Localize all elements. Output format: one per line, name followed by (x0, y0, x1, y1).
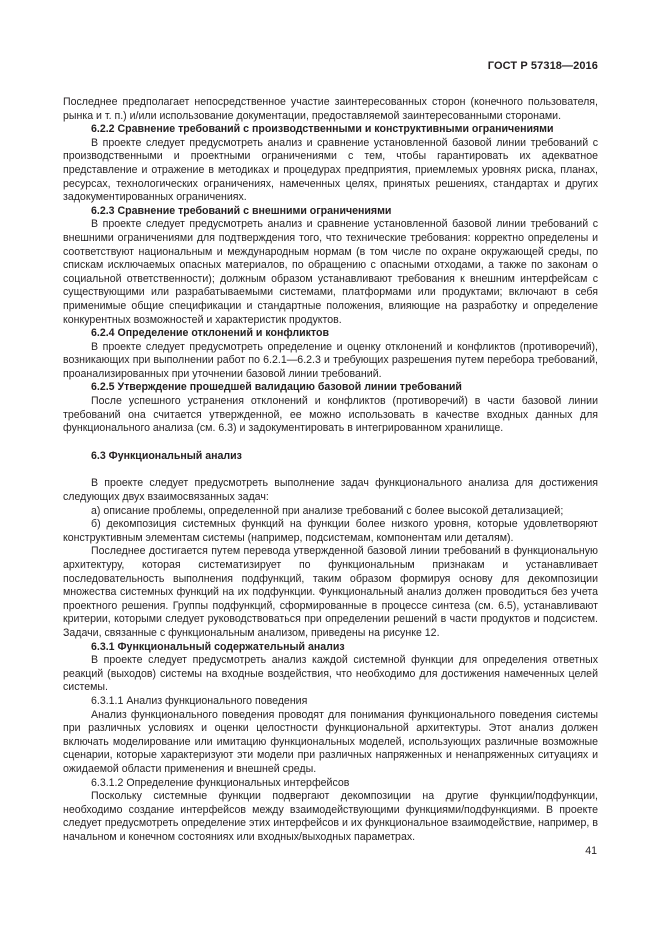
standard-header: ГОСТ Р 57318—2016 (487, 60, 598, 72)
subsection-heading-6-3-1-1: 6.3.1.1 Анализ функционального поведения (91, 694, 308, 707)
paragraph: В проекте следует предусмотреть выполнение задач функционального анализа для достижения следующих двух взаимосвязанных задач: (63, 477, 598, 504)
list-item: б) декомпозиция системных функций на функции более низкого уровня, которые удовлетворяют конструктивным элементам системы (например, подсистемам, компонентам или деталям). (63, 518, 598, 544)
paragraph: В проекте следует предусмотреть анализ каждой системной функции для определения ответных реакций (выходов) системы на входные воздействия, что необходимо для достижения намеченных целей системы. (63, 654, 598, 694)
paragraph: Поскольку системные функции подвергают декомпозиции на другие функции/подфункции, необходимо создание интерфейсов между взаимодействующими функциями/подфункциями. В проекте следует предусмотреть определение этих интерфейсов и их функциональное взаимодействие, например, в начальном и конечном состояниях или входных/выходных параметрах. (63, 790, 598, 843)
document-body (63, 96, 598, 844)
paragraph: После успешного устранения отклонений и конфликтов (противоречий) в части базовой линии требований она считается утвержденной, ее можно использовать в качестве входных данных для функционального анализа (см. 6.3) и задокументировать в интегрированном хранилище. (63, 395, 598, 435)
paragraph: В проекте следует предусмотреть определение и оценку отклонений и конфликтов (противоречий), возникающих при выполнении работ по 6.2.1—6.2.3 и требующих разрешения путем перебора требований, проанализированных при уточнении базовой линии требований. (63, 340, 598, 380)
paragraph: Последнее достигается путем перевода утвержденной базовой линии требований в функциональную архитектуру, которая систематизирует по функциональным признакам и устанавливает последовательность выполнения подфункций, таким образом формируя основу для декомпозиции множества системных функций на их подфункции. Функциональный анализ должен проводиться без учета проектного решения. Группы подфункций, сформированные в процессе синтеза (см. 6.5), устанавливают критерии, которыми следует руководствоваться при определении решений в части продуктов и подсистем. Задачи, связанные с функциональным анализом, приведены на рисунке 12. (63, 545, 598, 639)
list-item: а) описание проблемы, определенной при анализе требований с более высокой детализацией; (91, 504, 564, 517)
section-heading-6-2-2: 6.2.2 Сравнение требований с производственными и конструктивными ограничениями (91, 123, 554, 136)
paragraph: Последнее предполагает непосредственное участие заинтересованных сторон (конечного пользователя, рынка и т. п.) и/или использование документации, предоставляемой заинтересованными сторонами. (63, 96, 598, 122)
section-heading-6-2-3: 6.2.3 Сравнение требований с внешними ограничениями (91, 204, 392, 217)
paragraph: Анализ функционального поведения проводят для понимания функционального поведения системы при различных условиях и оценки целостности функциональной архитектуры. Этот анализ должен включать моделирование или имитацию функциональных моделей, использующих различные возможные сценарии, которые характеризуют эти модели при различных напряженных и ненапряженных ситуациях и ожидаемой области применения и внешней среды. (63, 708, 598, 775)
paragraph: В проекте следует предусмотреть анализ и сравнение установленной базовой линии требований с производственными и проектными ограничениями с тем, чтобы гарантировать их адекватное представление и отражение в методиках и процедурах предприятия, приемлемых уровнях риска, планах, ресурсах, технологических ограничениях, намеченных целях, принятых решениях, стандартах и других задокументированных ограничениях. (63, 136, 598, 204)
section-heading-6-2-5: 6.2.5 Утверждение прошедшей валидацию базовой линии требований (91, 381, 462, 394)
section-heading-6-3: 6.3 Функциональный анализ (91, 449, 242, 462)
paragraph: В проекте следует предусмотреть анализ и сравнение установленной базовой линии требований с внешними ограничениями для подтверждения того, что технические требования: корректно определены и соответствуют национальным и международным нормам (в том числе по охране окружающей среды, по спискам исключаемых опасных материалов, по обращению с опасными отходами, а также по законам о социальной ответственности); должным образом устанавливают требования к внешним интерфейсам с существующими или разрабатываемыми системами, платформами или продуктами; включают в себя применимые общие спецификации и стандартные положения, влияющие на разработку и определение конкурентных возможностей и характеристик продуктов. (63, 218, 598, 326)
subsection-heading-6-3-1-2: 6.3.1.2 Определение функциональных интерфейсов (91, 776, 350, 789)
section-heading-6-2-4: 6.2.4 Определение отклонений и конфликтов (91, 327, 329, 340)
page-number: 41 (585, 845, 597, 857)
section-heading-6-3-1: 6.3.1 Функциональный содержательный анализ (91, 640, 345, 653)
